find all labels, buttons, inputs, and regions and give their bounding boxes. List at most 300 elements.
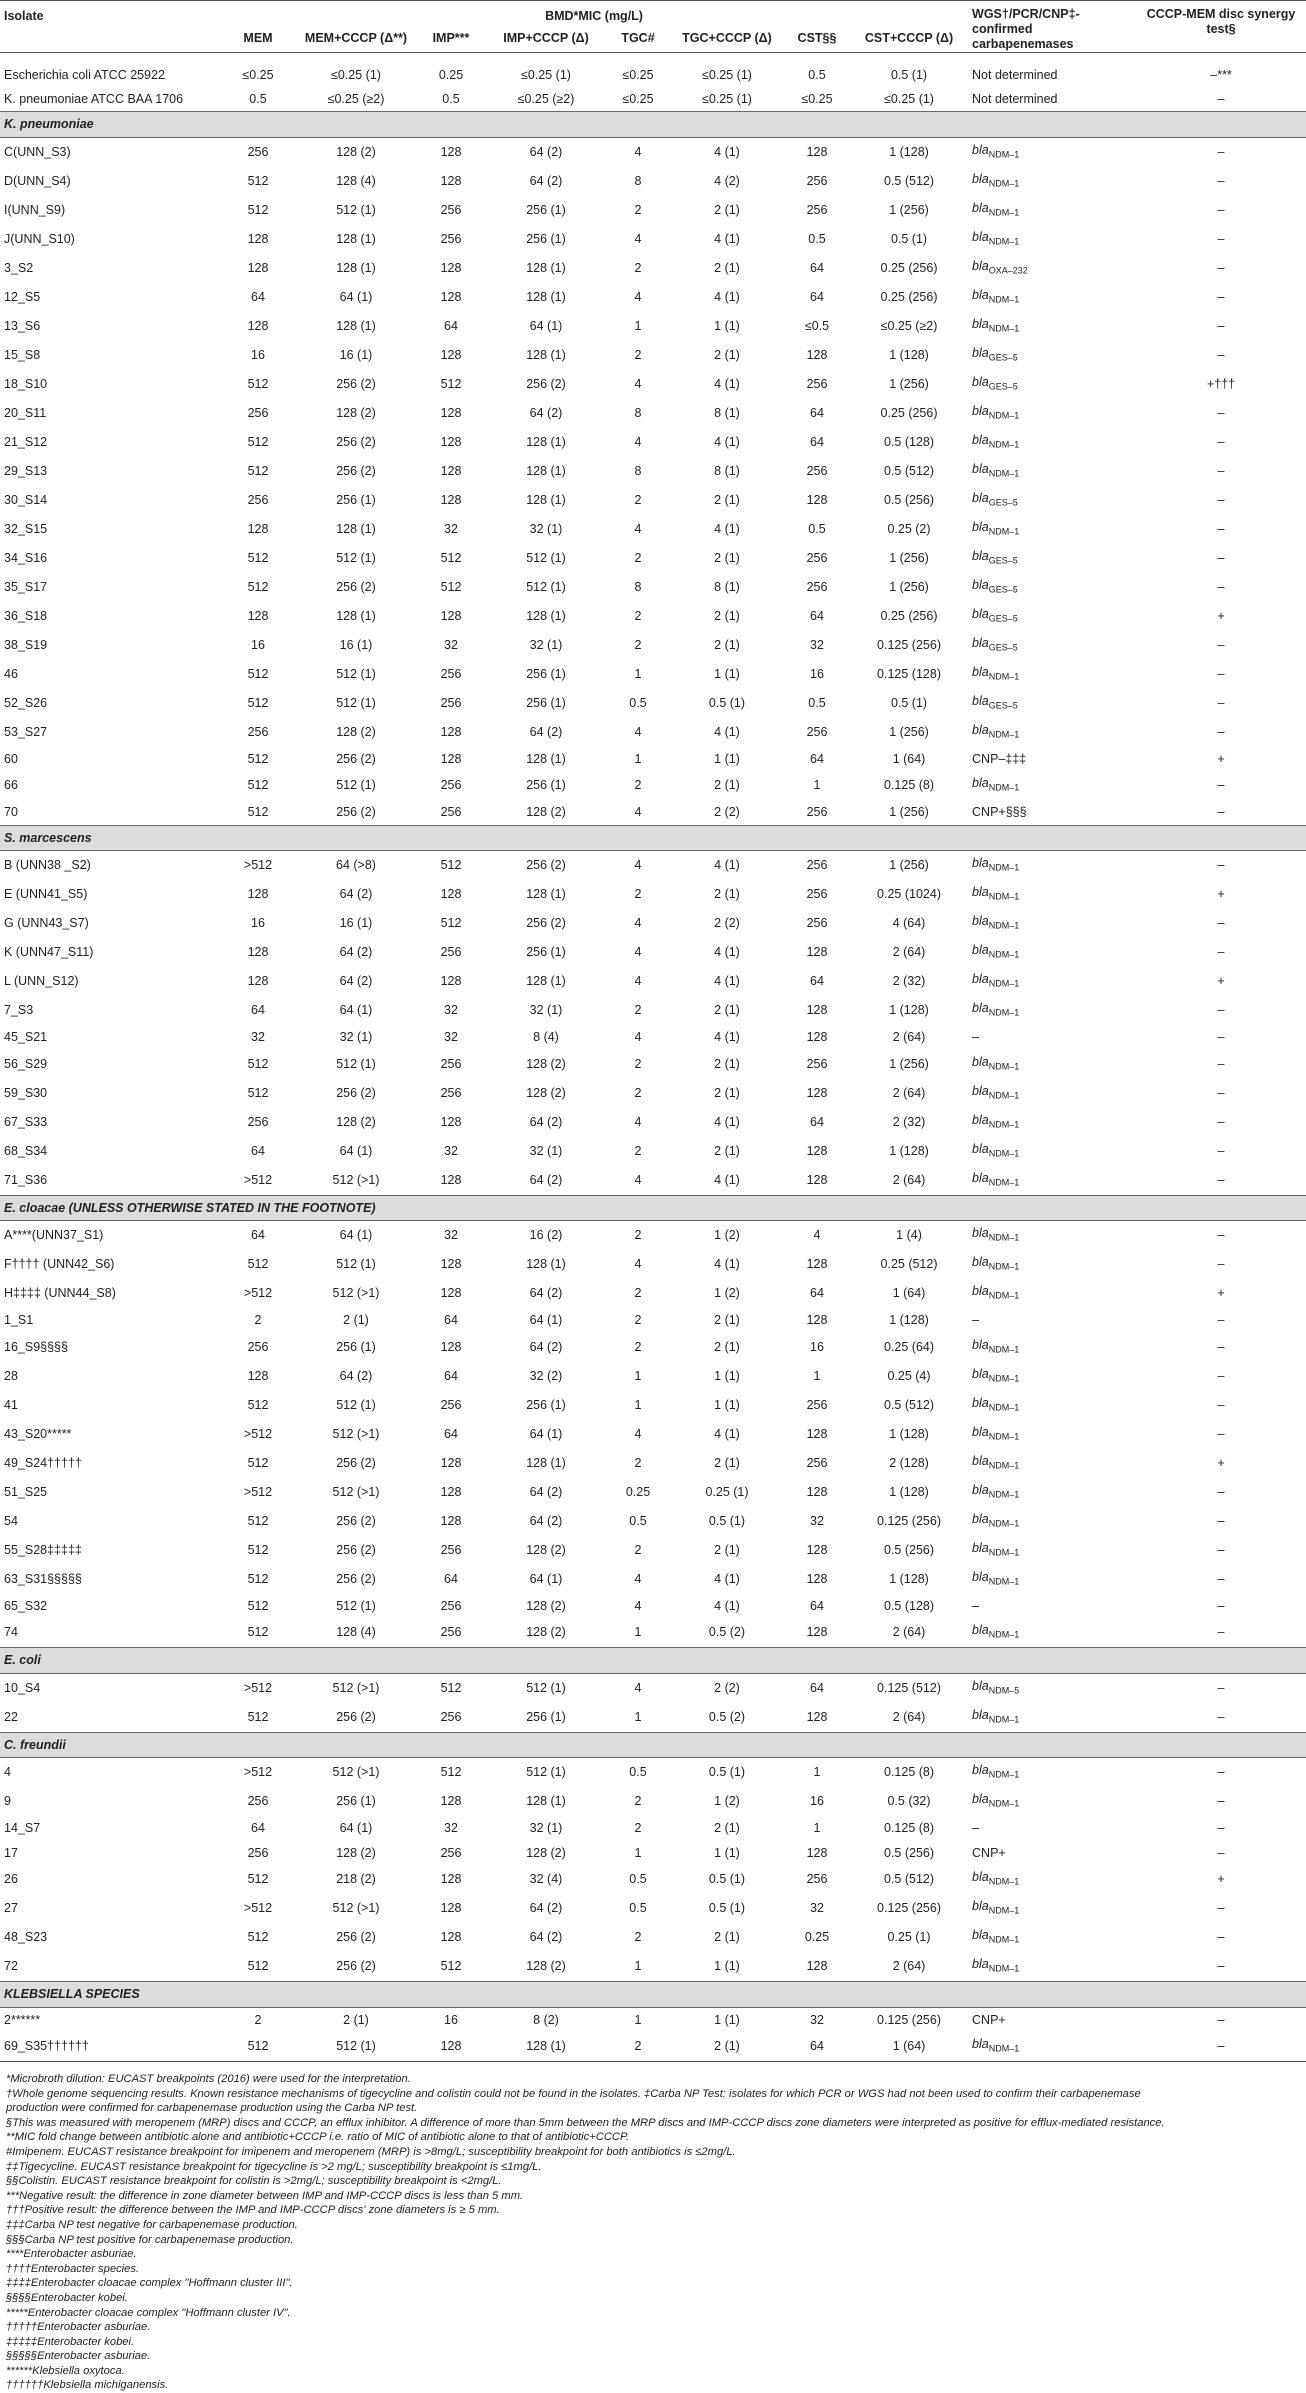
synergy-cell: +: [1217, 751, 1225, 766]
cell-tgc: 4: [634, 945, 642, 960]
cell-mem: 512: [247, 2039, 269, 2054]
cell-cst: 0.5: [808, 231, 826, 246]
cell-tgc-cccp: 4 (1): [714, 144, 740, 159]
cell-cst-cccp: 1 (128): [889, 1426, 929, 1441]
cell-cst-cccp: 0.5 (256): [884, 1845, 935, 1860]
cell-tgc: 4: [634, 1114, 642, 1129]
cell-mem-cccp: 64 (2): [339, 1368, 373, 1383]
cell-imp-cccp: 64 (2): [529, 1484, 563, 1499]
table-row: [0, 602, 1306, 631]
cell-imp-cccp: 512 (1): [526, 550, 566, 565]
cell-imp: 128: [440, 434, 462, 449]
cell-tgc: 1: [634, 318, 642, 333]
cell-tgc: 1: [634, 1368, 642, 1383]
cell-imp: 0.25: [438, 68, 464, 82]
cell-cst-cccp: 2 (32): [892, 974, 926, 989]
carbapenemase-cell: bla$_{NDM-1}$: [972, 1623, 1020, 1640]
cell-mem: 128: [247, 521, 269, 536]
cell-cst: 256: [806, 376, 828, 391]
cell-cst-cccp: 0.125 (8): [884, 778, 935, 793]
cell-cst-cccp: 1 (256): [889, 858, 929, 873]
cell-cst: 128: [806, 144, 828, 159]
carbapenemase-cell: Not determined: [972, 68, 1058, 82]
cell-cst: 64: [810, 608, 824, 623]
table-row: [0, 573, 1306, 602]
cell-imp: 256: [440, 1542, 462, 1557]
cell-tgc-cccp: 1 (1): [714, 1845, 740, 1860]
cell-tgc-cccp: 2 (1): [714, 260, 740, 275]
section-title: E. coli: [0, 1648, 1306, 1674]
cell-imp-cccp: 128 (2): [526, 1959, 566, 1974]
cell-cst-cccp: 2 (32): [892, 1114, 926, 1129]
table-row: [0, 1565, 1306, 1594]
cell-imp: 64: [444, 1368, 458, 1383]
cell-cst: 1: [813, 1368, 821, 1383]
carbapenemase-cell: bla$_{NDM-1}$: [972, 1054, 1020, 1071]
cell-imp: 256: [440, 666, 462, 681]
isolate-cell: 55_S28‡‡‡‡‡: [4, 1542, 82, 1557]
cell-mem-cccp: 512 (>1): [332, 1172, 380, 1187]
isolate-cell: K (UNN47_S11): [4, 945, 94, 960]
cell-cst: ≤0.25: [801, 92, 833, 106]
table-row: [0, 718, 1306, 747]
cell-imp: 128: [440, 751, 462, 766]
table-row: [0, 1079, 1306, 1108]
table-row: [0, 996, 1306, 1025]
cell-cst: 128: [806, 347, 828, 362]
cell-cst: 256: [806, 1056, 828, 1071]
cell-mem: 128: [247, 608, 269, 623]
footnote: ‡‡‡‡‡Enterobacter kobei.: [6, 2335, 135, 2348]
cell-tgc: 4: [634, 231, 642, 246]
carbapenemase-cell: bla$_{NDM-1}$: [972, 1569, 1020, 1586]
cell-imp-cccp: 128 (2): [526, 1845, 566, 1860]
carbapenemase-cell: bla$_{NDM-1}$: [972, 1083, 1020, 1100]
cell-mem-cccp: 512 (1): [336, 550, 376, 565]
cell-cst: 128: [806, 1030, 828, 1044]
isolate-cell: D(UNN_S4): [4, 173, 71, 188]
cell-tgc: 1: [634, 1845, 642, 1860]
table-row: [0, 2032, 1306, 2061]
cell-imp-cccp: 8 (2): [533, 2012, 559, 2027]
cell-tgc: 0.5: [629, 1872, 647, 1887]
cell-mem-cccp: 128 (4): [336, 173, 376, 188]
cell-mem-cccp: 128 (1): [336, 608, 376, 623]
cell-tgc: 4: [634, 1257, 642, 1272]
cell-imp-cccp: 128 (1): [526, 1455, 566, 1470]
cell-mem: 128: [247, 974, 269, 989]
cell-mem: 512: [247, 1257, 269, 1272]
cell-imp-cccp: 64 (2): [529, 1286, 563, 1301]
cell-mem: 512: [247, 805, 269, 819]
synergy-cell: –: [1217, 666, 1225, 681]
isolate-cell: 35_S17: [4, 579, 48, 594]
cell-imp: 32: [444, 1143, 458, 1158]
cell-mem: 16: [251, 347, 265, 362]
cell-imp: 256: [440, 805, 462, 819]
cell-cst: 256: [806, 887, 828, 902]
cell-imp: 256: [440, 1598, 462, 1613]
isolate-cell: I(UNN_S9): [4, 202, 66, 217]
cell-mem: 64: [251, 1003, 265, 1018]
cell-cst-cccp: 0.5 (512): [884, 173, 935, 188]
cell-tgc: 4: [634, 376, 642, 391]
cell-cst-cccp: 0.125 (256): [877, 1901, 941, 1916]
carbapenemase-cell: bla$_{NDM-1}$: [972, 1792, 1020, 1809]
cell-cst-cccp: ≤0.25 (1): [884, 92, 934, 106]
cell-cst: 32: [810, 1901, 824, 1916]
synergy-cell: –: [1217, 1680, 1225, 1695]
cell-cst-cccp: 1 (256): [889, 805, 929, 819]
cell-cst: 64: [810, 1680, 824, 1695]
carbapenemase-cell: bla$_{NDM-1}$: [972, 287, 1020, 304]
isolate-cell: 26: [4, 1872, 18, 1887]
cell-tgc-cccp: 4 (1): [714, 1426, 740, 1441]
isolate-cell: 14_S7: [4, 1821, 41, 1835]
footnote: ‡‡Tigecycline. EUCAST resistance breakpoint for tigecycline is >2 mg/L; susceptibility breakpoint is ≤1mg/L.: [6, 2160, 542, 2173]
cell-imp-cccp: 128 (1): [526, 751, 566, 766]
cell-cst-cccp: 0.5 (256): [884, 1542, 935, 1557]
cell-tgc: 2: [634, 1143, 642, 1158]
cell-imp-cccp: 64 (2): [529, 1114, 563, 1129]
cell-mem: 512: [247, 1625, 269, 1640]
cell-imp-cccp: 64 (1): [529, 318, 563, 333]
cell-cst-cccp: 0.5 (512): [884, 1397, 935, 1412]
table-row: [0, 544, 1306, 573]
cell-tgc: 4: [634, 144, 642, 159]
cell-cst: 16: [810, 666, 824, 681]
isolate-cell: 43_S20*****: [4, 1426, 72, 1441]
isolate-cell: G (UNN43_S7): [4, 916, 89, 931]
cell-cst: 64: [810, 974, 824, 989]
wgs-header: WGS†/PCR/CNP‡-confirmed carbapenemases: [972, 7, 1080, 51]
isolate-cell: 18_S10: [4, 376, 48, 391]
carbapenemase-cell: bla$_{NDM-1}$: [972, 1957, 1020, 1974]
cell-cst-cccp: 2 (64): [892, 1959, 926, 1974]
cell-mem: 512: [247, 1513, 269, 1528]
table-row: [0, 1420, 1306, 1449]
carbapenemase-cell: bla$_{NDM-1}$: [972, 461, 1020, 478]
cell-cst-cccp: 1 (128): [889, 1571, 929, 1586]
cell-mem-cccp: 256 (2): [336, 1542, 376, 1557]
species-section-header: [0, 825, 1306, 851]
isolate-cell: J(UNN_S10): [4, 231, 75, 246]
cell-tgc: 2: [634, 2039, 642, 2054]
cell-imp-cccp: 64 (1): [529, 1313, 563, 1327]
cell-mem-cccp: 128 (2): [336, 1114, 376, 1129]
carbapenemase-cell: bla$_{NDM-5}$: [972, 1678, 1020, 1695]
carbapenemase-cell: bla$_{NDM-1}$: [972, 1170, 1020, 1187]
cell-imp: 128: [440, 608, 462, 623]
control-name: K. pneumoniae ATCC BAA 1706: [4, 92, 184, 106]
isolate-cell: 27: [4, 1901, 18, 1916]
footnote: §§§§§Enterobacter asburiae.: [6, 2350, 151, 2363]
synergy-cell: +: [1217, 974, 1225, 989]
isolate-cell: 65_S32: [4, 1598, 48, 1613]
cell-cst: 128: [806, 1571, 828, 1586]
cell-cst-cccp: 0.25 (256): [880, 608, 938, 623]
cell-cst-cccp: 2 (64): [892, 1709, 926, 1724]
synergy-cell: –: [1217, 231, 1225, 246]
isolate-cell: 9: [4, 1794, 11, 1809]
cell-mem-cccp: 512 (>1): [332, 1901, 380, 1916]
cell-tgc-cccp: 2 (1): [714, 1143, 740, 1158]
isolate-cell: 59_S30: [4, 1085, 48, 1100]
table-row: [0, 515, 1306, 544]
cell-mem-cccp: 128 (1): [336, 318, 376, 333]
synergy-cell: +: [1217, 1286, 1225, 1301]
isolate-cell: 16_S9§§§§: [4, 1339, 68, 1354]
cell-cst: 128: [806, 1542, 828, 1557]
table-row: [0, 1333, 1306, 1362]
cell-mem: 256: [247, 144, 269, 159]
carbapenemase-cell: bla$_{NDM-1}$: [972, 1424, 1020, 1441]
cell-tgc: 1: [634, 2012, 642, 2027]
cell-tgc-cccp: 2 (1): [714, 1085, 740, 1100]
isolate-cell: L (UNN_S12): [4, 974, 79, 989]
cell-mem-cccp: 128 (2): [336, 1845, 376, 1860]
carbapenemase-cell: bla$_{NDM-1}$: [972, 403, 1020, 420]
cell-mem-cccp: 128 (1): [336, 521, 376, 536]
cell-imp: 32: [444, 1003, 458, 1018]
footnote: §§§§Enterobacter kobei.: [6, 2291, 128, 2304]
cell-cst: 1: [813, 1765, 821, 1780]
carbapenemase-cell: bla$_{NDM-1}$: [972, 229, 1020, 246]
isolate-cell: A****(UNN37_S1): [4, 1228, 104, 1243]
cell-imp: 128: [440, 1484, 462, 1499]
footnote: §§Colistin. EUCAST resistance breakpoint for colistin is >2mg/L; susceptibility breakpoint is <2mg/L.: [6, 2175, 502, 2188]
cell-imp: 256: [440, 945, 462, 960]
synergy-cell: –: [1217, 173, 1225, 188]
cell-tgc: 2: [634, 1003, 642, 1018]
cell-imp: 64: [444, 1313, 458, 1327]
cell-cst-cccp: 2 (64): [892, 1172, 926, 1187]
cell-imp-cccp: 256 (1): [526, 695, 566, 710]
isolate-cell: 22: [4, 1709, 18, 1724]
cell-imp: 512: [440, 858, 462, 873]
cell-tgc-cccp: 1 (1): [714, 1397, 740, 1412]
carbapenemase-cell: bla$_{NDM-1}$: [972, 1337, 1020, 1354]
cell-cst-cccp: 0.5 (512): [884, 463, 935, 478]
cell-cst-cccp: 0.5 (32): [887, 1794, 931, 1809]
isolate-cell: 21_S12: [4, 434, 48, 449]
cell-cst: ≤0.5: [804, 318, 830, 333]
cell-imp-cccp: 256 (1): [526, 778, 566, 793]
synergy-cell: –: [1217, 2039, 1225, 2054]
cell-imp: 128: [440, 260, 462, 275]
col-header-cst-cccp: CST+CCCP (Δ): [864, 30, 954, 45]
cell-mem-cccp: 64 (1): [339, 1143, 373, 1158]
cell-tgc-cccp: 4 (1): [714, 1571, 740, 1586]
cell-cst: 256: [806, 173, 828, 188]
synergy-cell: –: [1217, 1003, 1225, 1018]
cell-mem: 512: [247, 751, 269, 766]
isolate-cell: 7_S3: [4, 1003, 34, 1018]
cell-cst: 256: [806, 916, 828, 931]
cell-tgc-cccp: 0.5 (1): [708, 1872, 746, 1887]
cell-imp-cccp: 32 (1): [529, 1143, 563, 1158]
footnote: ††††††Klebsiella michiganensis.: [6, 2379, 169, 2392]
cell-tgc-cccp: 0.5 (1): [708, 1901, 746, 1916]
cell-cst: 0.5: [808, 521, 826, 536]
cell-cst-cccp: 0.25 (512): [880, 1257, 938, 1272]
carbapenemase-cell: bla$_{GES-5}$: [972, 635, 1018, 652]
cell-tgc-cccp: 4 (1): [714, 1172, 740, 1187]
cell-cst: 256: [806, 1872, 828, 1887]
cell-cst: 16: [810, 1339, 824, 1354]
cell-tgc: 2: [634, 1542, 642, 1557]
cell-tgc-cccp: 2 (1): [714, 1313, 740, 1327]
table-row: [0, 1618, 1306, 1648]
cell-tgc: 1: [634, 751, 642, 766]
cell-tgc: 4: [634, 521, 642, 536]
cell-mem: 64: [251, 1143, 265, 1158]
cell-imp-cccp: 512 (1): [526, 1680, 566, 1695]
isolate-cell: 2******: [4, 2012, 41, 2027]
cell-tgc-cccp: 4 (1): [714, 724, 740, 739]
synergy-cell: –: [1217, 695, 1225, 710]
isolate-cell: 13_S6: [4, 318, 41, 333]
carbapenemase-cell: bla$_{NDM-1}$: [972, 943, 1020, 960]
cell-tgc: 1: [634, 1959, 642, 1974]
cell-tgc-cccp: ≤0.25 (1): [702, 92, 752, 106]
table-row: [0, 225, 1306, 254]
table-row: [0, 880, 1306, 909]
cell-cst-cccp: 0.25 (256): [880, 405, 938, 420]
cell-mem: 512: [247, 695, 269, 710]
carbapenemase-cell: bla$_{GES-5}$: [972, 345, 1018, 362]
cell-imp-cccp: 128 (1): [526, 463, 566, 478]
cell-mem: 512: [247, 550, 269, 565]
cell-imp: 512: [440, 376, 462, 391]
cell-mem-cccp: 64 (2): [339, 974, 373, 989]
footnote: ‡‡‡Carba NP test negative for carbapenemase production.: [6, 2218, 298, 2231]
cell-mem-cccp: 512 (1): [336, 695, 376, 710]
isolate-cell: 15_S8: [4, 347, 41, 362]
isolate-cell: E (UNN41_S5): [4, 887, 88, 902]
cell-mem: >512: [243, 1765, 273, 1780]
synergy-cell: –: [1217, 1056, 1225, 1071]
cell-tgc: 2: [634, 347, 642, 362]
cell-mem: 2: [254, 2012, 262, 2027]
cell-tgc-cccp: 2 (1): [714, 1930, 740, 1945]
carbapenemase-cell: bla$_{NDM-1}$: [972, 1255, 1020, 1272]
carbapenemase-cell: –: [972, 1030, 979, 1044]
cell-cst: 128: [806, 1709, 828, 1724]
cell-imp: 128: [440, 724, 462, 739]
cell-cst: 32: [810, 2012, 824, 2027]
cell-tgc-cccp: 2 (1): [714, 347, 740, 362]
cell-cst-cccp: 0.125 (8): [884, 1765, 935, 1780]
carbapenemase-cell: bla$_{GES-5}$: [972, 374, 1018, 391]
footnote: ******Klebsiella oxytoca.: [6, 2364, 125, 2377]
cell-imp: 64: [444, 1426, 458, 1441]
synergy-cell: –: [1217, 347, 1225, 362]
cell-cst: 128: [806, 1313, 828, 1327]
synergy-cell: –: [1217, 1542, 1225, 1557]
table-row: [0, 909, 1306, 938]
synergy-cell: –: [1217, 1228, 1225, 1243]
cell-imp: 128: [440, 1455, 462, 1470]
isolate-cell: 1_S1: [4, 1313, 34, 1327]
cell-imp: 512: [440, 916, 462, 931]
cell-mem: 0.5: [249, 92, 267, 106]
cell-tgc-cccp: 4 (1): [714, 1030, 740, 1044]
synergy-cell: –: [1217, 1571, 1225, 1586]
cell-tgc: 2: [634, 1056, 642, 1071]
cell-mem-cccp: ≤0.25 (≥2): [327, 92, 385, 106]
cell-cst: 128: [806, 1257, 828, 1272]
cell-cst: 256: [806, 550, 828, 565]
cell-tgc-cccp: 4 (1): [714, 858, 740, 873]
cell-cst: 256: [806, 1397, 828, 1412]
carbapenemase-cell: bla$_{NDM-1}$: [972, 316, 1020, 333]
cell-mem: >512: [243, 1484, 273, 1499]
isolate-cell: 10_S4: [4, 1680, 41, 1695]
cell-mem-cccp: 256 (1): [336, 1339, 376, 1354]
cell-cst: 0.25: [804, 1930, 830, 1945]
carbapenemase-cell: –: [972, 1313, 979, 1327]
isolate-cell: 60: [4, 751, 18, 766]
cell-imp-cccp: 128 (1): [526, 1257, 566, 1272]
carbapenemase-cell: Not determined: [972, 92, 1058, 106]
cell-tgc-cccp: 2 (2): [714, 805, 740, 819]
cell-tgc-cccp: 4 (1): [714, 1598, 740, 1613]
cell-imp-cccp: 64 (2): [529, 1930, 563, 1945]
carbapenemase-cell: bla$_{NDM-1}$: [972, 1395, 1020, 1412]
cell-mem: >512: [243, 1426, 273, 1441]
table-row: [0, 1050, 1306, 1079]
cell-cst-cccp: 1 (128): [889, 1484, 929, 1499]
cell-imp-cccp: 128 (2): [526, 1598, 566, 1613]
cell-tgc-cccp: 2 (1): [714, 1339, 740, 1354]
footnote: †††††Enterobacter asburiae.: [6, 2321, 151, 2334]
footnote: **MIC fold change between antibiotic alone and antibiotic+CCCP i.e. ratio of MIC of antibiotic alone to that of antibiotic+CCCP.: [6, 2131, 630, 2144]
isolate-cell: 53_S27: [4, 724, 48, 739]
cell-tgc: 4: [634, 805, 642, 819]
cell-cst: 256: [806, 805, 828, 819]
table-row: [0, 1025, 1306, 1050]
cell-mem: 512: [247, 1542, 269, 1557]
carbapenemase-cell: bla$_{GES-5}$: [972, 693, 1018, 710]
isolate-cell: 71_S36: [4, 1172, 48, 1187]
cell-cst: 128: [806, 1484, 828, 1499]
cell-mem: >512: [243, 858, 273, 873]
cell-cst-cccp: 0.5 (1): [890, 231, 928, 246]
synergy-cell: –: [1217, 916, 1225, 931]
carbapenemase-cell: bla$_{NDM-1}$: [972, 1482, 1020, 1499]
synergy-cell: –: [1217, 463, 1225, 478]
cell-mem: 512: [247, 1959, 269, 1974]
cell-tgc-cccp: 1 (2): [714, 1286, 740, 1301]
cell-cst: 128: [806, 1426, 828, 1441]
synergy-cell: –: [1217, 1368, 1225, 1383]
cell-mem-cccp: 218 (2): [336, 1872, 376, 1887]
cell-cst: 128: [806, 1143, 828, 1158]
cell-imp-cccp: 32 (1): [529, 521, 563, 536]
cell-mem-cccp: 256 (2): [336, 434, 376, 449]
cell-tgc-cccp: 2 (2): [714, 916, 740, 931]
cell-imp-cccp: 256 (1): [526, 666, 566, 681]
cell-tgc-cccp: 2 (1): [714, 1056, 740, 1071]
cell-imp-cccp: 256 (1): [526, 945, 566, 960]
cell-imp: 256: [440, 1397, 462, 1412]
cell-imp: 512: [440, 1765, 462, 1780]
cell-imp-cccp: 128 (1): [526, 1794, 566, 1809]
synergy-cell: –: [1217, 2012, 1225, 2027]
cell-imp-cccp: 512 (1): [526, 1765, 566, 1780]
cell-cst-cccp: 0.5 (1): [890, 68, 928, 82]
